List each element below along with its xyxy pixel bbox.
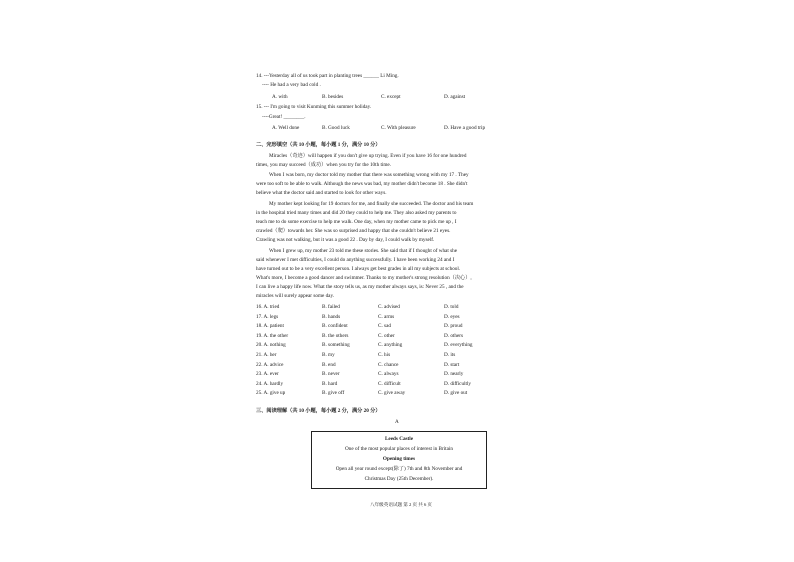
cloze-option: D. told	[444, 304, 459, 310]
cloze-option: 23. A. ever	[256, 371, 279, 378]
q14-option-c: C. except	[381, 94, 401, 100]
q15-option-c: C. With pleasure	[381, 125, 416, 131]
page-footer: 八年级英语试题 第 2 页 共 6 页	[369, 502, 433, 507]
notice-line1: Open all year round except(除了) 7th and 8th November and	[335, 466, 463, 472]
cloze-option: D. others	[444, 332, 464, 339]
cloze-option: D. proud	[444, 323, 463, 330]
cloze-option: 24. A. hardly	[256, 380, 284, 387]
cloze-option: D. give out	[444, 390, 468, 397]
q14-option-d: D. against	[444, 94, 466, 100]
cloze-option: B. hands	[322, 313, 341, 320]
cloze-line: teach me to do some exercise to help me walk. One day, when my mother came to pick me up , I	[256, 219, 457, 225]
cloze-option: 16. A. tried	[256, 304, 280, 310]
cloze-line: in the hospital tried many times and did 20 they could to help me. They also asked my parents to	[256, 210, 457, 216]
cloze-option: C. advised	[378, 304, 400, 310]
cloze-option: 19. A. the other	[256, 332, 289, 339]
q14-option-b: B. besides	[322, 94, 344, 100]
cloze-option: C. always	[378, 371, 399, 378]
cloze-line: Crawling was not walking, but it was a good 22 . Day by day, I could walk by myself.	[256, 237, 435, 243]
passage-label: A	[395, 419, 399, 425]
notice-subtitle: One of the most popular places of interest in Britain	[345, 446, 453, 452]
cloze-option: C. give away	[378, 390, 406, 397]
q15-option-d: D. Have a good trip	[444, 125, 486, 131]
cloze-option: 22. A. advice	[256, 361, 284, 368]
cloze-line: miracles will surely appear some day.	[256, 293, 335, 299]
exam-page	[256, 70, 538, 510]
cloze-option: 21. A. her	[256, 352, 277, 358]
cloze-option: D. everything	[444, 342, 473, 349]
cloze-option: C. other	[378, 332, 395, 339]
cloze-line: said whenever I met difficulties, I could do anything successfully. I have been working 24 and I	[256, 257, 455, 263]
q14-reply: ---- He had a very bad cold .	[262, 82, 321, 88]
q15-option-a: A. Well done	[272, 125, 300, 131]
notice-line2: Christmas Day (25th December).	[364, 476, 434, 482]
cloze-option: B. hard	[322, 380, 338, 387]
cloze-option: B. end	[322, 361, 336, 368]
cloze-option: B. my	[322, 352, 335, 358]
cloze-option: D. eyes	[444, 313, 460, 320]
cloze-line: have turned out to be a very excellent person. I always get best grades in all my subjects at school.	[256, 266, 461, 272]
cloze-option: C. difficult	[378, 380, 401, 387]
cloze-option: B. confident	[322, 323, 348, 330]
cloze-option: B. failed	[322, 304, 340, 310]
cloze-option: B. the others	[322, 332, 349, 339]
cloze-line: were too soft to be able to walk. Although the news was bad, my mother didn't become 18 . She didn't	[256, 181, 468, 187]
cloze-option: 20. A. nothing	[256, 342, 286, 349]
q15-stem: 15. --- I'm going to visit Kunming this summer holiday.	[256, 104, 372, 110]
q15-option-b: B. Good luck	[322, 125, 350, 131]
section3-heading: 三、阅读理解（共 10 小题，每小题 2 分，满分 20 分）	[256, 408, 381, 414]
cloze-line: What's more, I become a good dancer and swimmer. Thanks to my mother's strong resolution（决心）,	[256, 275, 472, 281]
cloze-option: D. difficultly	[444, 380, 471, 387]
cloze-option: D. nearly	[444, 371, 464, 378]
cloze-line: When I grew up, my mother 23 told me these stories. She said that if I thought of what she	[269, 248, 458, 254]
cloze-option: 17. A. legs	[256, 313, 279, 320]
cloze-option: C. chance	[378, 361, 399, 368]
cloze-line: I can live a happy life now. What the story tells us, as my mother always says, is: Never 25 , and the	[256, 284, 464, 290]
cloze-line: My mother kept looking for 19 doctors for me, and finally she succeeded. The doctor and his team	[269, 201, 474, 207]
section2-heading: 二、完形填空（共 10 小题，每小题 1 分，满分 10 分）	[256, 142, 381, 148]
cloze-option: C. his	[378, 352, 391, 358]
cloze-option: 18. A. patient	[256, 323, 284, 330]
cloze-option: C. anything	[378, 342, 403, 349]
cloze-option: C. arms	[378, 313, 395, 320]
cloze-option: B. something	[322, 342, 350, 349]
cloze-option: B. never	[322, 371, 340, 378]
cloze-option: 25. A. give up	[256, 390, 286, 397]
q14-option-a: A. with	[272, 94, 288, 100]
notice-opening-heading: Opening times	[382, 456, 416, 462]
cloze-option: D. its	[444, 352, 456, 358]
cloze-line: Miracles（奇迹）will happen if you don't give up trying. Even if you have 16 for one hundred	[269, 153, 467, 159]
cloze-option: D. start	[444, 361, 460, 368]
notice-title: Leeds Castle	[384, 436, 414, 442]
cloze-line: crawled（爬）towards her. She was so surprised and happy that she couldn't believe 21 eyes.	[256, 228, 451, 234]
notice-box	[311, 431, 487, 489]
cloze-line: When I was born, my doctor told my mother that there was something wrong with my 17 . They	[269, 172, 469, 178]
cloze-line: times, you may succeed（成功）when you try for the 10th time.	[256, 162, 391, 168]
q14-stem: 14. ---Yesterday all of us took part in planting trees ______ Li Ming.	[256, 73, 399, 79]
cloze-option: C. sad	[378, 323, 391, 330]
q15-reply: ----Great! ________.	[262, 114, 306, 120]
cloze-option: B. give off	[322, 390, 345, 397]
cloze-line: believe what the doctor said and started to look for other ways.	[256, 190, 387, 196]
